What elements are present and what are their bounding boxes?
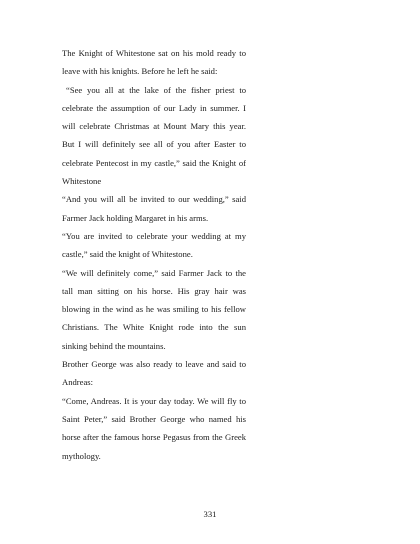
paragraph: “And you will all be invited to our wedding,” said Farmer Jack holding Margaret in his arms. bbox=[62, 194, 246, 223]
paragraph: “You are invited to celebrate your wedding at my castle,” said the knight of Whitestone. bbox=[62, 230, 246, 260]
body-text bbox=[62, 44, 246, 465]
page-number: 331 bbox=[203, 509, 217, 519]
paragraph: “Come, Andreas. It is your day today. We will fly to Saint Peter,” said Brother George who named his horse after the famous horse Pegasus from the Greek mythology. bbox=[62, 395, 246, 461]
paragraph: The Knight of Whitestone sat on his mold ready to leave with his knights. Before he left he said: bbox=[62, 48, 246, 77]
paragraph: “We will definitely come,” said Farmer Jack to the tall man sitting on his horse. His gray hair was blowing in the wind as he was smiling to his fellow Christians. The White Knight rode into the sun sinking behind the mountains. bbox=[62, 267, 246, 351]
paragraph: Brother George was also ready to leave and said to Andreas: bbox=[62, 359, 246, 388]
paragraph: “See you all at the lake of the fisher priest to celebrate the assumption of our Lady in summer. I will celebrate Christmas at Mount Mary this year. But I will definitely see all of you after Easter to celebrate Pentecost in my castle,” said the Knight of Whitestone bbox=[62, 84, 246, 187]
